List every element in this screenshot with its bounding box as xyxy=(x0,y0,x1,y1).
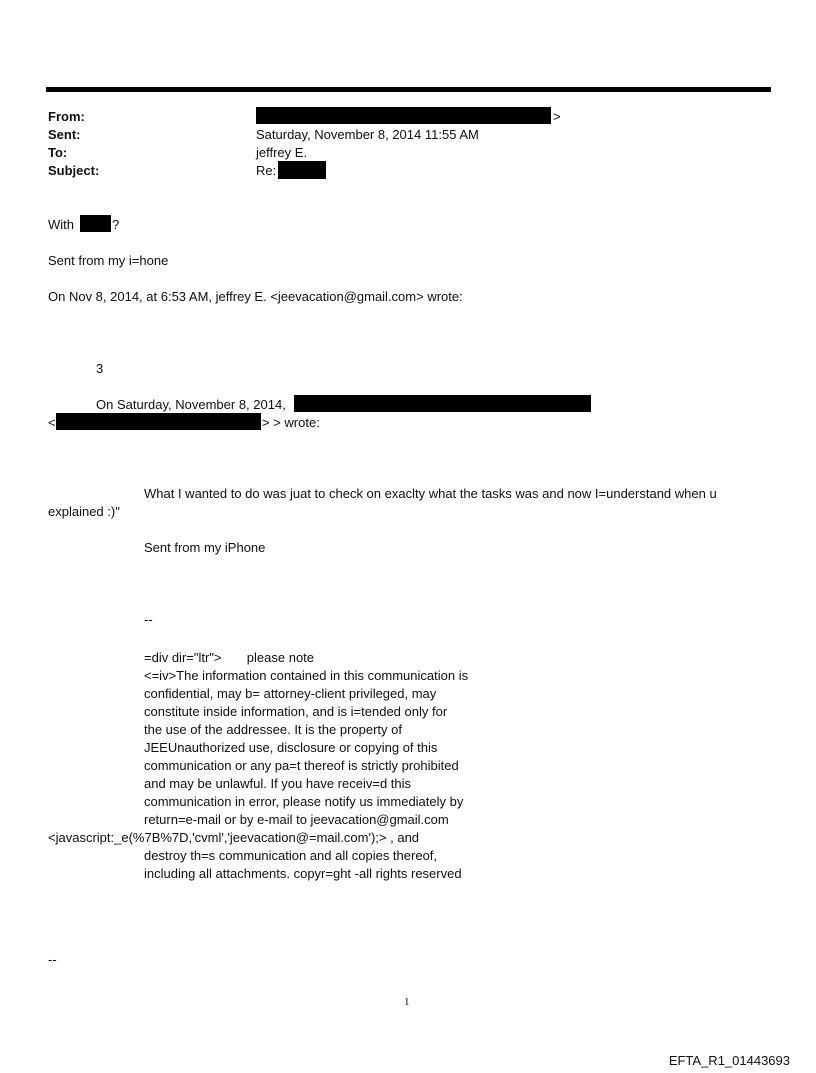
disclaimer-line: <javascript:_e(%7B%7D,'cvml','jeevacation@=mail.com');> , and xyxy=(48,830,420,845)
reply-number: 3 xyxy=(96,361,104,376)
nested-wrote: > > wrote: xyxy=(262,415,320,430)
disclaimer-line: communication or any pa=t thereof is strictly prohibited xyxy=(144,758,459,773)
with-prefix: With xyxy=(48,217,74,232)
header-rule xyxy=(46,87,771,92)
nested-line-1: What I wanted to do was juat to check on exaclty what the tasks was and now I=understand when u xyxy=(144,486,717,501)
disclaimer-line: and may be unlawful. If you have receiv=d this xyxy=(144,776,412,791)
disclaimer-line: including all attachments. copyr=ght -all rights reserved xyxy=(144,866,462,881)
nested-signature: Sent from my iPhone xyxy=(144,540,266,555)
from-suffix: > xyxy=(553,109,561,124)
subject-redaction xyxy=(278,161,326,179)
nested-sender-redaction xyxy=(56,413,261,430)
subject-prefix: Re: xyxy=(256,163,277,178)
nested-line-2: explained :)" xyxy=(48,504,120,519)
from-label: From: xyxy=(48,109,85,124)
page-number: 1 xyxy=(404,996,410,1008)
footer-separator: -- xyxy=(48,952,57,967)
disclaimer-line: return=e-mail or by e-mail to jeevacation@gmail.com xyxy=(144,812,449,827)
sent-label: Sent: xyxy=(48,127,81,142)
subject-label: Subject: xyxy=(48,163,100,178)
signature: Sent from my i=hone xyxy=(48,253,169,268)
with-suffix: ? xyxy=(112,217,120,232)
nested-intro: On Saturday, November 8, 2014, xyxy=(96,397,286,412)
disclaimer-line: communication in error, please notify us immediately by xyxy=(144,794,464,809)
document-id: EFTA_R1_01443693 xyxy=(668,1053,790,1068)
disclaimer-line: confidential, may b= attorney-client privileged, may xyxy=(144,686,437,701)
disclaimer-line: destroy th=s communication and all copies thereof, xyxy=(144,848,438,863)
with-redaction xyxy=(80,215,111,232)
disclaimer xyxy=(48,649,469,883)
nested-separator: -- xyxy=(144,612,153,627)
to-label: To: xyxy=(48,145,68,160)
from-redaction xyxy=(256,107,551,124)
nested-intro-redaction xyxy=(294,395,591,412)
sent-value: Saturday, November 8, 2014 11:55 AM xyxy=(256,127,479,142)
disclaimer-line: JEEUnauthorized use, disclosure or copying of this xyxy=(144,740,438,755)
disclaimer-line: <=iv>The information contained in this communication is xyxy=(144,668,469,683)
disclaimer-line: the use of the addressee. It is the property of xyxy=(144,722,402,737)
quote-intro: On Nov 8, 2014, at 6:53 AM, jeffrey E. <jeevacation@gmail.com> wrote: xyxy=(48,289,463,304)
to-value: jeffrey E. xyxy=(256,145,308,160)
disclaimer-line: constitute inside information, and is i=tended only for xyxy=(144,704,448,719)
nested-open: < xyxy=(48,415,56,430)
disclaimer-line: =div dir="ltr"> please note xyxy=(144,650,315,665)
